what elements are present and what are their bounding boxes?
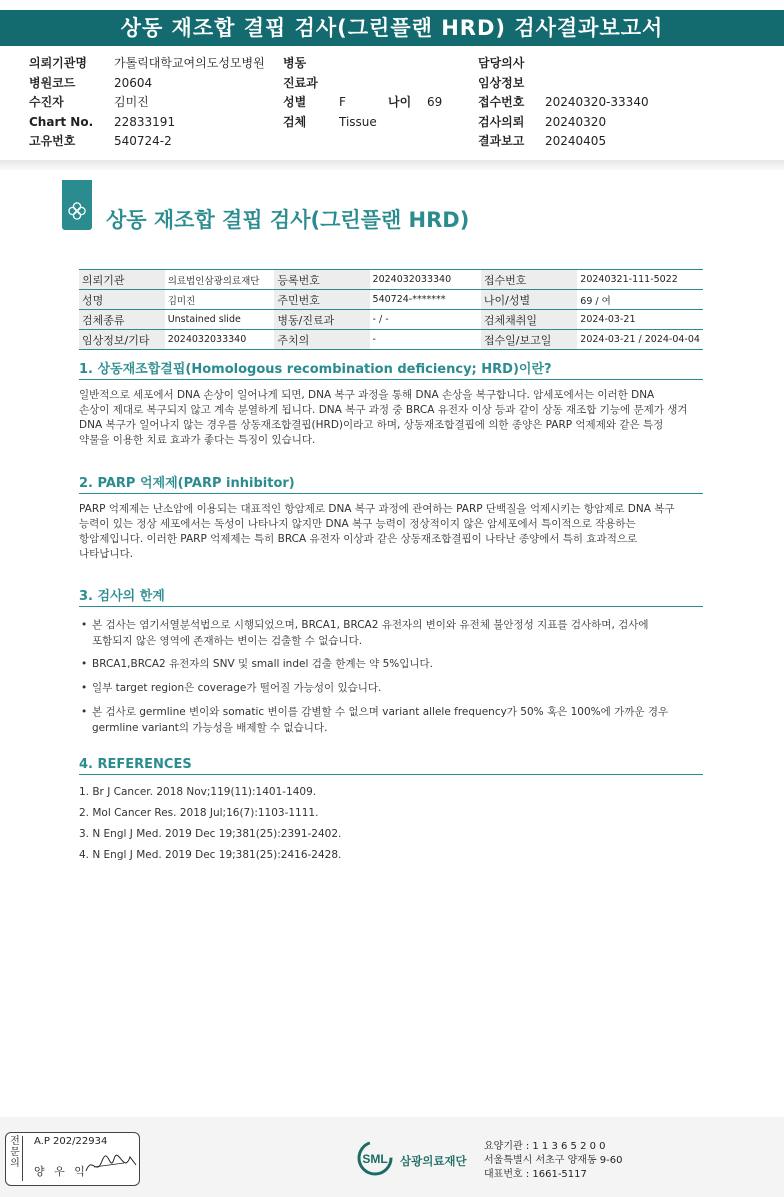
bullet-line: 본 검사는 염기서열분석법으로 시행되었으며, BRCA1, BRCA2 유전자의 변이와 유전체 불안정성 지표를 검사하며, 검사에 [92,619,649,631]
list-item [81,656,701,672]
header-label: 담당의사 [478,56,525,70]
table-row [79,290,703,310]
header-value: 22833191 [114,114,176,129]
bullet-icon: • [81,658,88,670]
paragraph-line: 약물을 이용한 치료 효과가 좋다는 특징이 있습니다. [79,434,316,446]
doctor-name: 양 우 익 [34,1165,88,1178]
header-column-1 [29,54,265,152]
table-value: 20240321-111-5022 [577,270,703,290]
list-item [81,704,701,736]
org-info [484,1140,623,1182]
header-value: 540724-2 [114,134,172,148]
paragraph-line: 능력이 있는 정상 세포에서는 독성이 나타나지 않지만 DNA 복구 능력이 정상적이지 않은 암세포에서 특이적으로 작용하는 [79,518,636,530]
header-label: 성별 [283,95,307,109]
bullet-line: 본 검사로 germline 변이와 somatic 변이를 감별할 수 없으며 variant allele frequency가 50% 혹은 100%에 가까운 경우 [92,706,669,718]
section-1-body [79,388,703,448]
paragraph-line: 일반적으로 세포에서 DNA 손상이 일어나게 되면, DNA 복구 과정을 통해 DNA 손상을 복구합니다. 암세포에서는 이러한 DNA [79,389,655,401]
table-value: 69 / 여 [577,290,703,310]
header-value: 가톨릭대학교여의도성모병원 [114,56,265,70]
table-value: 의료법인삼광의료재단 [165,270,275,290]
bullet-line: BRCA1,BRCA2 유전자의 SNV 및 small indel 검출 한계는 약 5%입니다. [92,658,433,670]
header-label: 검사의뢰 [478,114,525,129]
table-value: 540724-******* [370,290,481,310]
table-value: - / - [370,310,481,330]
bullet-icon: • [81,682,88,694]
specialist-box [5,1132,140,1186]
header-label: 수진자 [29,95,64,109]
bullet-line: germline variant의 가능성을 배제할 수 없습니다. [92,722,328,734]
table-value: 김미진 [165,290,275,310]
header-column-3 [478,54,649,152]
table-row [79,310,703,330]
ap-number: A.P 202/22934 [34,1136,108,1147]
header-label: 의뢰기관명 [29,56,87,70]
table-key: 병동/진료과 [274,310,369,330]
header-label: 검체 [283,114,307,129]
header-value: Tissue [339,114,377,129]
header-value: 20240405 [545,134,607,148]
reference-item: 3. N Engl J Med. 2019 Dec 19;381(25):2391-2402. [79,828,342,840]
section-1-heading: 1. 상동재조합결핍(Homologous recombination deficiency; HRD)이란? [79,358,703,380]
paragraph-line: 나타납니다. [79,548,134,560]
table-row [79,270,703,290]
header-label: 고유번호 [29,134,76,148]
reference-item: 1. Br J Cancer. 2018 Nov;119(11):1401-1409. [79,786,317,798]
table-key: 주치의 [274,330,369,350]
org-code: 요양기관 : 1 1 3 6 5 2 0 0 [484,1141,606,1152]
header-label: Chart No. [29,114,94,129]
section-3-heading: 3. 검사의 한계 [79,585,703,607]
section-badge [62,180,92,230]
age-value: 69 [427,95,443,109]
table-key: 등록번호 [274,270,369,290]
table-value: 2024032033340 [370,270,481,290]
org-phone: 대표번호 : 1661-5117 [484,1169,587,1180]
specialist-label: 전문의 [8,1136,23,1181]
age-label: 나이 [388,95,412,109]
bullet-line: 포함되지 않은 영역에 존재하는 변이는 검출할 수 없습니다. [92,635,363,647]
sml-logo-icon [357,1140,393,1176]
section-2-body [79,502,703,562]
table-key: 성명 [79,290,165,310]
header-label: 병원코드 [29,75,76,90]
signature-icon [84,1151,140,1179]
patient-info-table [79,269,703,350]
header-value: 20240320-33340 [545,95,649,109]
header-label: 접수번호 [478,95,525,109]
reference-item: 2. Mol Cancer Res. 2018 Jul;16(7):1103-1111. [79,807,319,819]
bullet-line: 일부 target region은 coverage가 떨어질 가능성이 있습니다. [92,682,382,694]
bullet-icon: • [81,706,88,718]
table-key: 접수번호 [481,270,577,290]
header-label: 병동 [283,56,307,70]
table-key: 접수일/보고일 [481,330,577,350]
table-key: 주민번호 [274,290,369,310]
paragraph-line: 손상이 제대로 복구되지 않고 계속 분열하게 됩니다. DNA 복구 과정 중 BRCA 유전자 이상 등과 같이 상동 재조합 기능에 문제가 생겨 [79,404,688,416]
paragraph-line: 항암제입니다. 이러한 PARP 억제제는 특히 BRCA 유전자 이상과 같은 상동재조합결핍이 나타난 종양에서 특히 효과적으로 [79,533,638,545]
reference-item: 4. N Engl J Med. 2019 Dec 19;381(25):2416-2428. [79,849,342,861]
org-address: 서울특별시 서초구 양재동 9-60 [484,1155,623,1166]
table-key: 임상정보/기타 [79,330,165,350]
section-title: 상동 재조합 결핍 검사(그린플랜 HRD) [106,208,470,232]
table-value: 2024-03-21 [577,310,703,330]
table-key: 의뢰기관 [79,270,165,290]
table-key: 검체채취일 [481,310,577,330]
table-row [79,330,703,350]
references-list [79,782,341,866]
header-column-2 [283,54,442,132]
header-label: 임상정보 [478,75,525,90]
paragraph-line: DNA 복구가 일어나지 않는 경우를 상동재조합결핍(HRD)이라고 하며, 상동재조합결핍에 의한 종양은 PARP 억제제와 같은 특정 [79,419,664,431]
header-value: 20240320 [545,114,607,129]
table-value: - [370,330,481,350]
section-4-heading: 4. REFERENCES [79,757,703,775]
table-key: 나이/성별 [481,290,577,310]
bullet-icon: • [81,619,88,631]
section-2-heading: 2. PARP 억제제(PARP inhibitor) [79,472,703,494]
paragraph-line: PARP 억제제는 난소암에 이용되는 대표적인 항암제로 DNA 복구 과정에 관여하는 PARP 단백질을 억제시키는 항암제로 DNA 복구 [79,503,675,515]
header-divider [0,160,784,170]
cross-flower-icon [68,202,86,220]
header-label: 진료과 [283,75,318,90]
table-value: Unstained slide [165,310,275,330]
header-value: 김미진 [114,95,149,109]
table-value: 2024-03-21 / 2024-04-04 [577,330,703,350]
table-key: 검체종류 [79,310,165,330]
logo-text: SML [362,1152,388,1166]
header-label: 결과보고 [478,134,525,148]
header-value: F [339,95,346,109]
report-title: 상동 재조합 결핍 검사(그린플랜 HRD) 검사결과보고서 [0,10,784,46]
table-value: 2024032033340 [165,330,275,350]
list-item [81,680,701,696]
header-value: 20604 [114,75,153,90]
org-name: 삼광의료재단 [400,1154,467,1168]
list-item [81,617,701,649]
